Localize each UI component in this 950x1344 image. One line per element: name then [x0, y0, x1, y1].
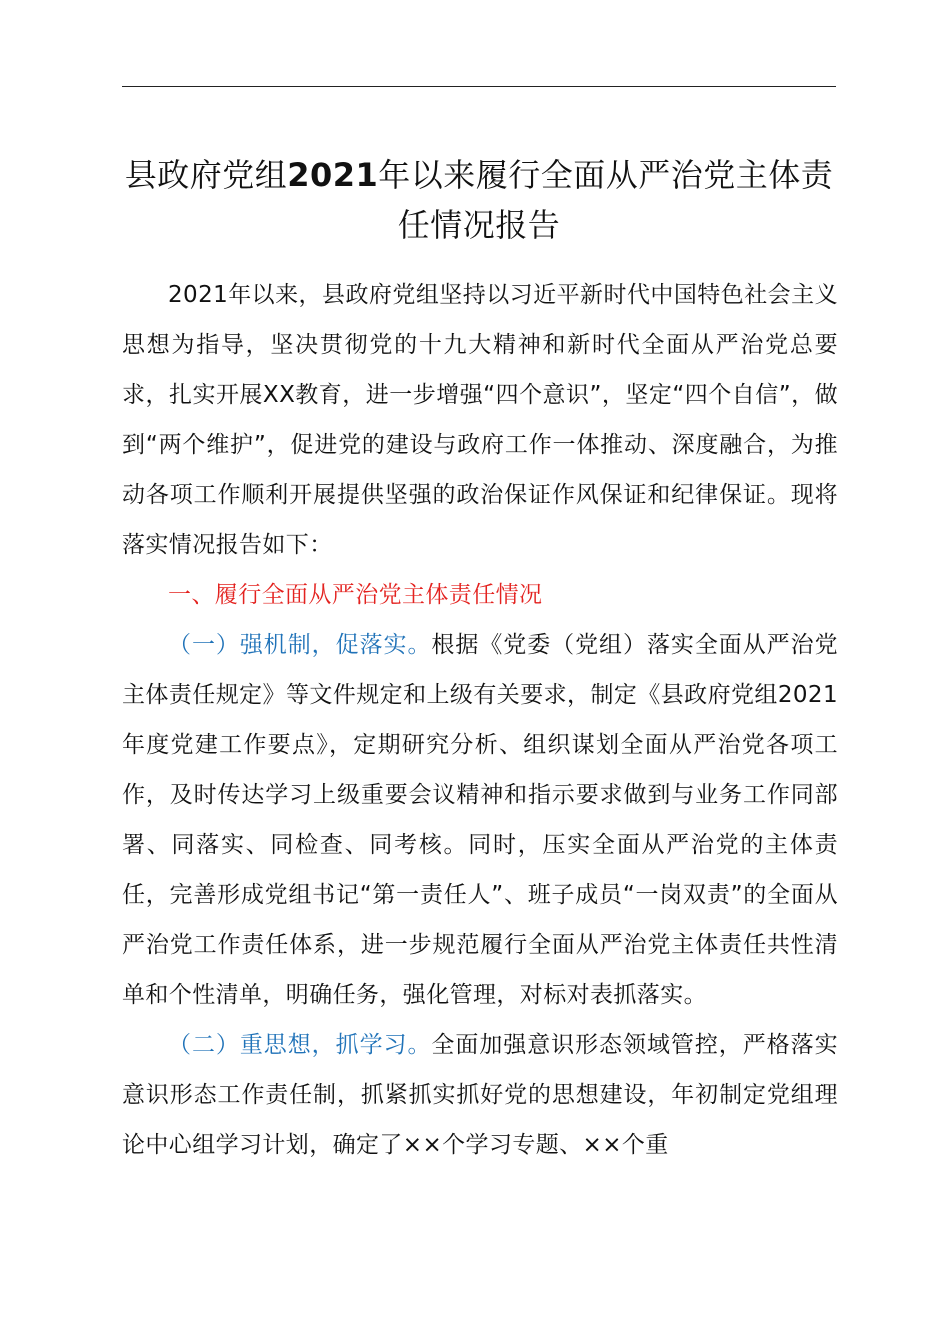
subsection-1-body: 根据《党委（党组）落实全面从严治党主体责任规定》等文件规定和上级有关要求，制定《县政府党组2021年度党建工作要点》，定期研究分析、组织谋划全面从严治党各项工作，及时传达学习上级重要会议精神和指示要求做到与业务工作同部署、同落实、同检查、同考核。同时，压实全面从严治党的主体责任，完善形成党组书记“第一责任人”、班子成员“一岗双责”的全面从严治党工作责任体系，进一步规范履行全面从严治党主体责任共性清单和个性清单，明确任务，强化管理，对标对表抓落实。 — [122, 632, 838, 1008]
title-part1: 县政府党组 — [124, 156, 288, 194]
section-1-heading: 一、履行全面从严治党主体责任情况 — [168, 582, 543, 608]
subsection-2-body: 全面加强意识形态领域管控，严格落实意识形态工作责任制，抓紧抓实抓好党的思想建设，年初制定党组理论中心组学习计划，确定了××个学习专题、××个重 — [122, 1032, 838, 1158]
document-body — [122, 270, 838, 1170]
title-year: 2021 — [287, 156, 379, 194]
subsection-1-paragraph — [122, 620, 838, 1020]
header-rule — [122, 86, 836, 87]
intro-paragraph: 2021年以来，县政府党组坚持以习近平新时代中国特色社会主义思想为指导，坚决贯彻党的十九大精神和新时代全面从严治党总要求，扎实开展XX教育，进一步增强“四个意识”，坚定“四个自信”，做到“两个维护”，促进党的建设与政府工作一体推动、深度融合，为推动各项工作顺利开展提供坚强的政治保证作风保证和纪律保证。现将落实情况报告如下： — [122, 282, 838, 558]
subsection-1-heading: （一）强机制，促落实。 — [168, 632, 432, 658]
document-title — [110, 150, 848, 250]
subsection-2-heading: （二）重思想，抓学习。 — [168, 1032, 432, 1058]
subsection-2-paragraph — [122, 1020, 838, 1170]
title-part2: 年以来履行全面从严治党主体责任情况报告 — [378, 156, 834, 244]
